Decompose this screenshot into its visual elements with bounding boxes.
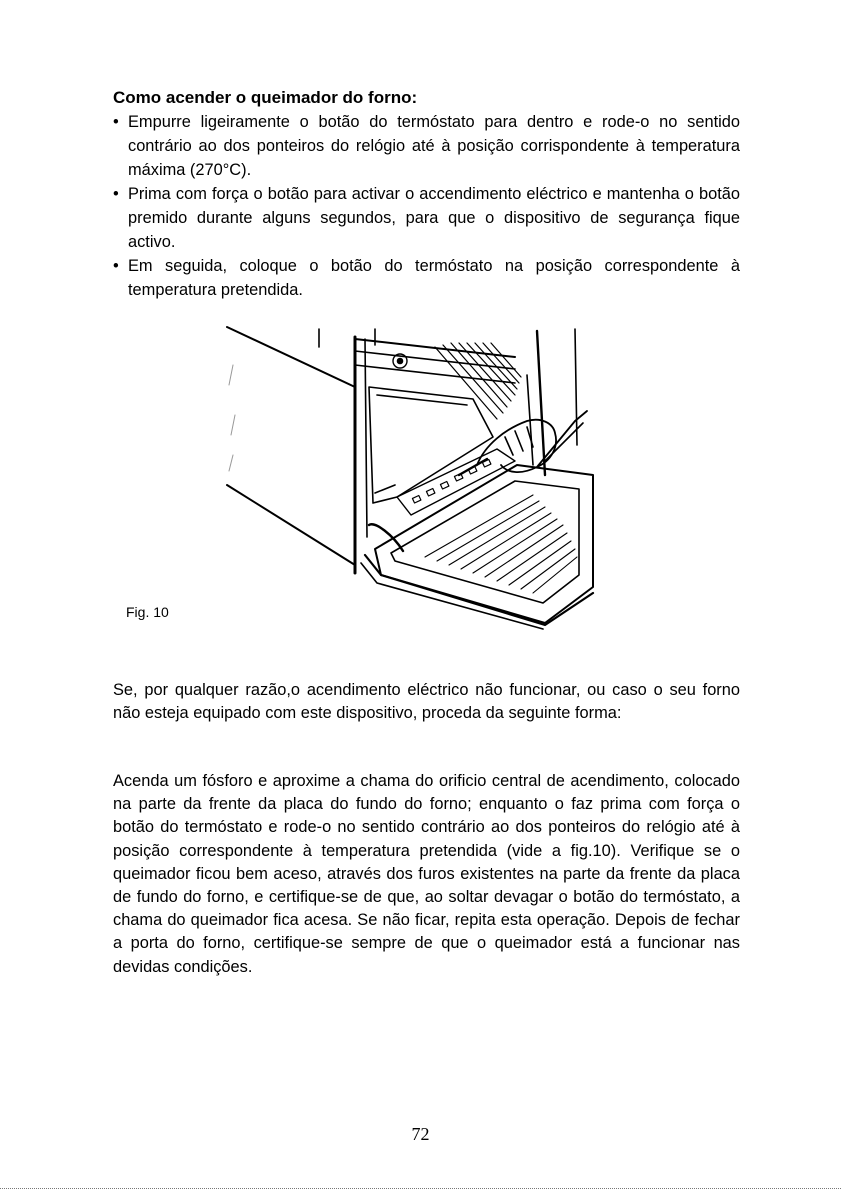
section-heading: Como acender o queimador do forno: <box>113 88 418 107</box>
instruction-step-1: • Empurre ligeiramente o botão do termóstato para dentro e rode-o no sentido contrário ao dos ponteiros do relógio até à posição corrispondente à temperatura máxima (270°C). <box>113 110 740 182</box>
page-bottom-divider <box>0 1188 841 1189</box>
page-number: 72 <box>411 1124 430 1144</box>
instruction-step-3: • Em seguida, coloque o botão do termóstato na posição correspondente à temperatura pretendida. <box>113 254 740 302</box>
instruction-list <box>113 110 740 302</box>
oven-door-ignition-illustration <box>215 325 600 630</box>
oven-illustration-svg <box>215 325 600 630</box>
paragraph-manual-ignition: Acenda um fósforo e aproxime a chama do orificio central de acendimento, colocado na parte da frente da placa do fundo do forno; enquanto o faz prima com força o botão do termóstato e rode-o no sentido contrário ao dos ponteiros do relógio até à posição correspondente à temperatura pretendida (vide a fig.10). Verifique se o queimador ficou bem aceso, através dos furos existentes na parte da frente da placa de fundo do forno, e certifique-se de que, ao soltar devagar o botão do termóstato, a chama do queimador fica acesa. Se não ficar, repita esta operação. Depois de fechar a porta do forno, certifique-se sempre de que o queimador está a funcionar nas devidas condições. <box>113 772 740 976</box>
paragraph-fallback-intro: Se, por qualquer razão,o acendimento eléctrico não funcionar, ou caso o seu forno não esteja equipado com este dispositivo, proceda da seguinte forma: <box>113 681 740 723</box>
instruction-step-2: • Prima com força o botão para activar o accendimento eléctrico e mantenha o botão premido durante alguns segundos, para que o dispositivo de segurança fique activo. <box>113 182 740 254</box>
figure-caption: Fig. 10 <box>126 604 169 620</box>
